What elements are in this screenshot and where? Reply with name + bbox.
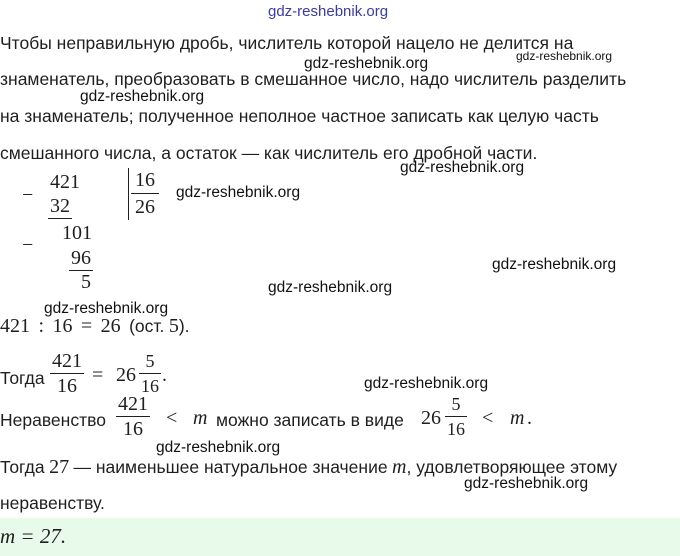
eq1-divisor: 16 [52, 315, 73, 337]
watermark-10: gdz-reshebnik.org [156, 439, 281, 456]
eq3-fraction-denominator: 16 [123, 418, 143, 440]
eq3-variable: m [193, 407, 208, 429]
eq3-label: Неравенство [0, 410, 106, 430]
equation-division-result [0, 315, 190, 338]
watermark-9: gdz-reshebnik.org [364, 375, 489, 392]
conclusion-line-2: неравенству. [0, 493, 105, 513]
eq1-note-suffix: ). [178, 316, 190, 336]
paragraph-line-1: Чтобы неправильную дробь, числитель которой нацело не делится на [0, 33, 574, 53]
eq1-note-value: 5 [168, 315, 179, 337]
watermark-11: gdz-reshebnik.org [464, 475, 589, 492]
division-subtrahend-2: 96 [71, 247, 91, 269]
eq2-fraction-bar [50, 373, 84, 374]
eq2-fraction-numerator: 421 [52, 350, 82, 372]
eq2-mixed-numerator: 5 [145, 351, 155, 371]
watermark-top: gdz-reshebnik.org [268, 3, 389, 20]
eq3-less-than-2: < [482, 407, 494, 429]
eq1-equals: = [80, 315, 93, 337]
watermark-2: gdz-reshebnik.org [516, 49, 613, 63]
eq2-label: Тогда [0, 368, 45, 388]
division-remainder: 5 [81, 271, 91, 293]
watermark-8: gdz-reshebnik.org [44, 300, 169, 317]
division-remainder-1: 101 [62, 222, 92, 244]
watermark-1: gdz-reshebnik.org [304, 55, 429, 72]
eq3-less-than: < [166, 407, 178, 429]
eq2-equals: = [92, 364, 104, 386]
paragraph-line-3: на знаменатель; полученное неполное частное записать как целую часть [0, 106, 599, 126]
conclusion-suffix: , удовлетворяющее этому [406, 457, 618, 477]
division-bracket-vertical [128, 168, 129, 220]
eq2-period: . [162, 364, 167, 386]
watermark-6: gdz-reshebnik.org [492, 256, 617, 273]
division-bracket-horizontal [131, 193, 159, 194]
conclusion-variable: m [392, 456, 407, 478]
division-divisor: 16 [135, 169, 155, 191]
eq1-colon: : [38, 315, 45, 337]
paragraph-line-4: смешанного числа, а остаток — как числитель его дробной части. [0, 143, 538, 163]
division-subtrahend-1: 32 [50, 195, 70, 217]
eq2-fraction-denominator: 16 [57, 375, 77, 397]
eq2-mixed-bar [139, 373, 161, 374]
watermark-4: gdz-reshebnik.org [400, 159, 525, 176]
eq3-mixed-denominator: 16 [447, 419, 465, 439]
conclusion-middle: — наименьшее натуральное значение [73, 457, 388, 477]
conclusion-number: 27 [49, 456, 70, 478]
eq2-fraction [50, 350, 84, 397]
eq3-fraction [116, 393, 150, 440]
paragraph-line-2: знаменатель, преобразовать в смешанное число, надо числитель разделить [0, 69, 627, 89]
eq3-mixed-numerator: 5 [451, 394, 461, 414]
eq3-variable-2: m [510, 407, 525, 429]
conclusion-prefix: Тогда [0, 457, 45, 477]
eq3-fraction-numerator: 421 [118, 393, 148, 415]
watermark-3: gdz-reshebnik.org [80, 88, 205, 105]
eq3-mixed-bar [445, 416, 467, 417]
eq1-dividend: 421 [0, 315, 30, 337]
answer-text: m = 27. [0, 524, 67, 548]
eq3-middle-text: можно записать в виде [216, 410, 404, 430]
answer-box [0, 518, 680, 556]
division-underline-1 [48, 218, 72, 219]
division-dividend: 421 [50, 171, 80, 193]
eq3-fraction-bar [116, 416, 150, 417]
division-minus-1: − [22, 184, 34, 206]
eq1-quotient: 26 [100, 315, 121, 337]
watermark-7: gdz-reshebnik.org [268, 279, 393, 296]
eq1-note-prefix: (ост. [129, 316, 165, 336]
division-quotient: 26 [135, 196, 155, 218]
eq3-mixed-fraction [445, 393, 467, 440]
eq2-mixed-fraction [139, 350, 161, 397]
eq2-mixed-denominator: 16 [141, 376, 159, 396]
eq3-whole: 26 [421, 407, 441, 429]
watermark-5: gdz-reshebnik.org [176, 184, 301, 201]
division-minus-2: − [22, 234, 34, 256]
eq2-whole: 26 [116, 364, 136, 386]
eq3-period: . [527, 407, 532, 429]
